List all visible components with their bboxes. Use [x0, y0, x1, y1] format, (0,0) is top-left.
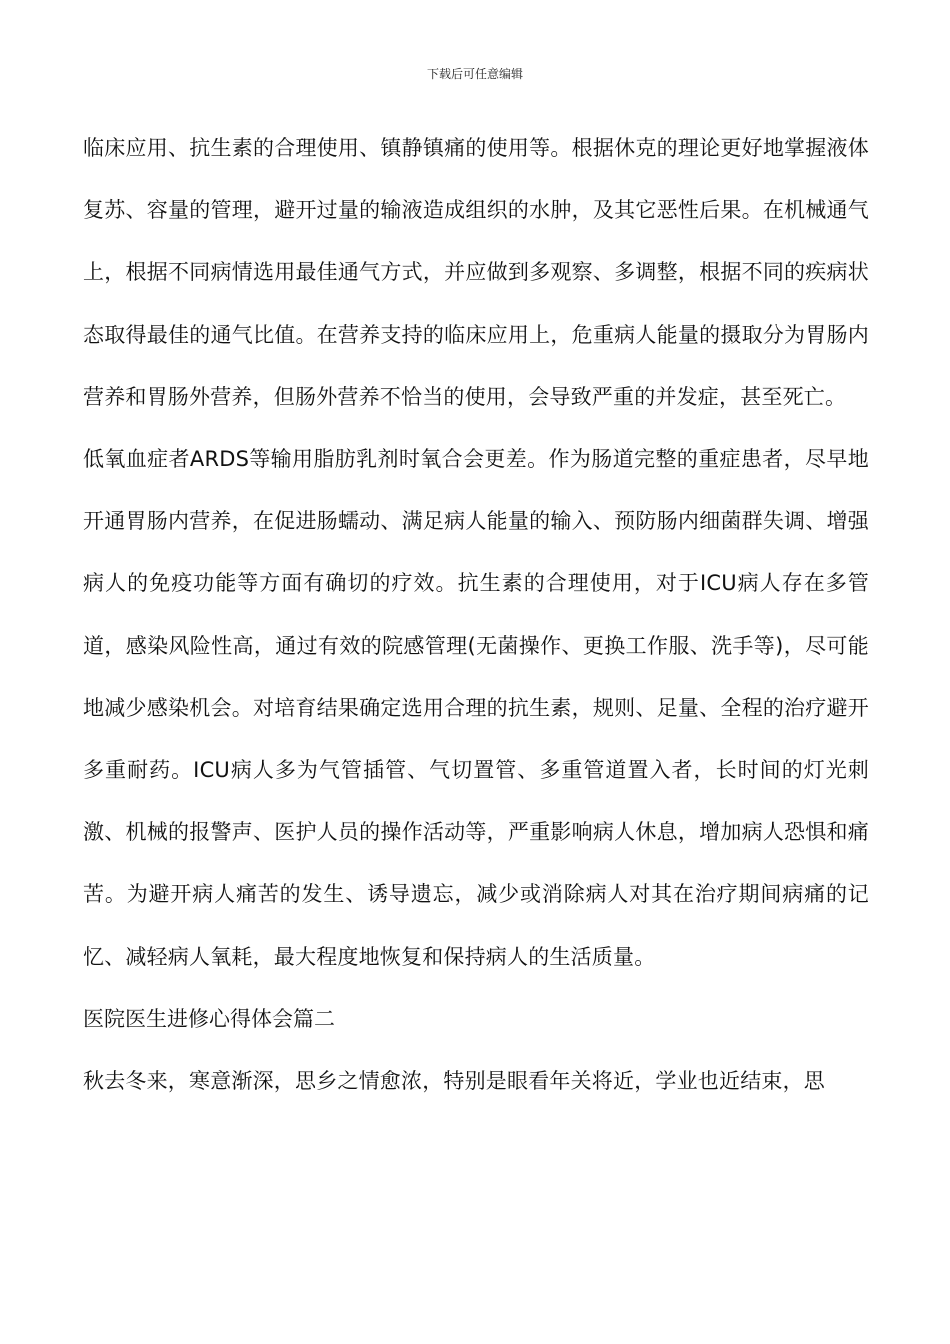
- paragraph-section-two: 秋去冬来，寒意渐深，思乡之情愈浓，特别是眼看年关将近，学业也近结束，思: [83, 1069, 825, 1094]
- page-header-note: 下载后可任意编辑: [426, 67, 523, 81]
- paragraph-hypoxemia-ards: 低氧血症者ARDS等输用脂肪乳剂时氧合会更差。作为肠道完整的重症患者，尽早地开通胃肠内营养，在促进肠蠕动、满足病人能量的输入、预防肠内细菌群失调、增强病人的免疫功能等方面有确切的疗效。抗生素的合理使用，对于ICU病人存在多管道，感染风险性高，通过有效的院感管理(无菌操作、更换工作服、洗手等)，尽可能地减少感染机会。对培育结果确定选用合理的抗生素，规则、足量、全程的治疗避开多重耐药。ICU病人多为气管插管、气切置管、多重管道置入者，长时间的灯光刺激、机械的报警声、医护人员的操作活动等，严重影响病人休息，增加病人恐惧和痛苦。为避开病人痛苦的发生、诱导遗忘，减少或消除病人对其在治疗期间病痛的记忆、减轻病人氧耗，最大程度地恢复和保持病人的生活质量。: [83, 447, 869, 969]
- document-body: [83, 117, 869, 1112]
- paragraph-clinical-application: 临床应用、抗生素的合理使用、镇静镇痛的使用等。根据休克的理论更好地掌握液体复苏、容量的管理，避开过量的输液造成组织的水肿，及其它恶性后果。在机械通气上，根据不同病情选用最佳通气方式，并应做到多观察、多调整，根据不同的疾病状态取得最佳的通气比值。在营养支持的临床应用上，危重病人能量的摄取分为胃肠内营养和胃肠外营养，但肠外营养不恰当的使用，会导致严重的并发症，甚至死亡。: [83, 136, 869, 409]
- section-title: 医院医生进修心得体会篇二: [83, 1006, 335, 1031]
